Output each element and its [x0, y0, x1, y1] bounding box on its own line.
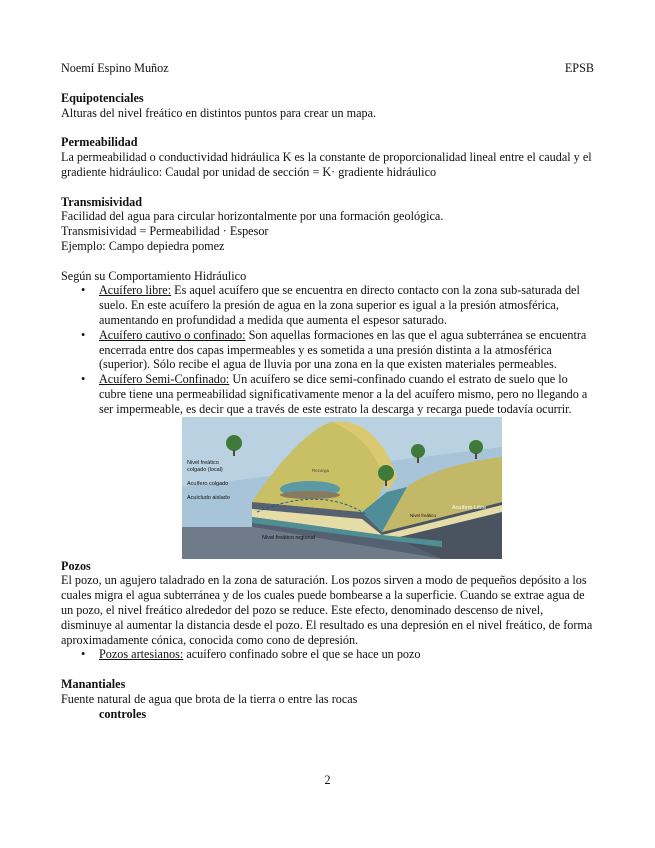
list-item	[61, 647, 595, 662]
section-body-pozos: El pozo, un agujero taladrado en la zona de saturación. Los pozos sirven a modo de pequeños depósito a los cuales migra el agua subterránea y de los cuales puede bombearse a la superficie. Cuando se extrae agua de un pozo, el nivel freático alrededor del pozo se reduce. Este efecto, denominado descenso de nivel, disminuye al aumentar la distancia desde el pozo. El resultado es una depresión en el nivel freático, de forma aproximadamente cónica, conocida como cono de depresión.	[61, 573, 593, 647]
list-item	[61, 372, 595, 416]
section-title-permeabilidad: Permeabilidad	[61, 135, 138, 150]
section-body-permeabilidad: La permeabilidad o conductividad hidráulica K es la constante de proporcionalidad lineal entre el caudal y el gradiente hidráulico: Caudal por unidad de sección = K· gradiente hidráulico	[61, 150, 592, 179]
section-title-equipotenciales: Equipotenciales	[61, 91, 144, 105]
label-nivel-freatico-colgado: Nivel freático	[187, 459, 219, 466]
list-item	[61, 283, 595, 327]
section-title-pozos: Pozos	[61, 558, 91, 573]
list-item-term: Pozos artesianos:	[99, 647, 184, 662]
list-item-text: Un acuífero se dice semi-confinado cuando el estrato de suelo que lo cubre tiene una permeabilidad significativamente menor a la del acuífero mismo, pero no llegando a ser impermeable, es decir que a través de este estrato la descarga y recarga puede todavía ocurrir.	[99, 372, 588, 416]
comportamiento-intro: Según su Comportamiento Hidráulico	[61, 268, 247, 283]
list-item-term: Acuífero libre:	[99, 283, 172, 298]
label-nivel-freatico-regional: Nivel freático regional	[262, 534, 315, 541]
transmisividad-line-3: Ejemplo: Campo depiedra pomez	[61, 238, 225, 253]
manantiales-subheading: controles	[99, 706, 147, 721]
list-item-text: acuífero confinado sobre el que se hace un pozo	[183, 647, 421, 662]
section-title-manantiales: Manantiales	[61, 676, 126, 691]
label-colgado-local: colgado (local)	[187, 466, 223, 473]
section-body-manantiales: Fuente natural de agua que brota de la tierra o entre las rocas	[61, 691, 358, 706]
section-title-transmisividad: Transmisividad	[61, 194, 143, 209]
aquifer-types-list	[61, 283, 595, 416]
label-recarga: Recarga	[312, 467, 330, 473]
list-item-text: Es aquel acuífero que se encuentra en directo contacto con la zona sub-saturada del suelo. En este acuífero la presión de agua en la zona superior es igual a la presión atmosférica, aumentando en profundidad a medida que aumenta el espesor saturado.	[99, 283, 580, 327]
list-item	[61, 328, 595, 372]
header-author: Noemí Espino Muñoz	[61, 61, 169, 75]
transmisividad-line-1: Facilidad del agua para circular horizontalmente por una formación geológica.	[61, 209, 444, 224]
section-body-equipotenciales: Alturas del nivel freático en distintos puntos para crear un mapa.	[61, 105, 377, 120]
aquifer-diagram	[182, 417, 502, 559]
pozos-list	[61, 647, 595, 662]
transmisividad-line-2: Transmisividad = Permeabilidad · Espesor	[61, 224, 269, 239]
page-header	[61, 61, 594, 77]
aquifer-diagram-figure	[182, 417, 502, 559]
label-acuifero-libre: Acuífero Libre	[452, 504, 487, 511]
list-item-term: Acuífero cautivo o confinado:	[99, 327, 246, 342]
list-item-text: Son aquellas formaciones en las que el agua subterránea se encuentra encerrada entre dos capas impermeables y es sometida a una presión distinta a la atmosférica (superior). Sólo recibe el agua de lluvia por una zona en la que existen materiales permeables.	[99, 327, 587, 372]
header-school: EPSB	[564, 61, 594, 75]
label-acuifero-colgado: Acuífero colgado	[187, 480, 229, 487]
label-acuicludo-aislado: Acuicludo aislado	[187, 494, 230, 501]
list-item-term: Acuífero Semi-Confinado:	[99, 372, 230, 387]
label-nivel-freatico: Nivel freático	[410, 512, 437, 518]
page-number: 2	[324, 773, 331, 787]
document-body	[61, 91, 595, 721]
